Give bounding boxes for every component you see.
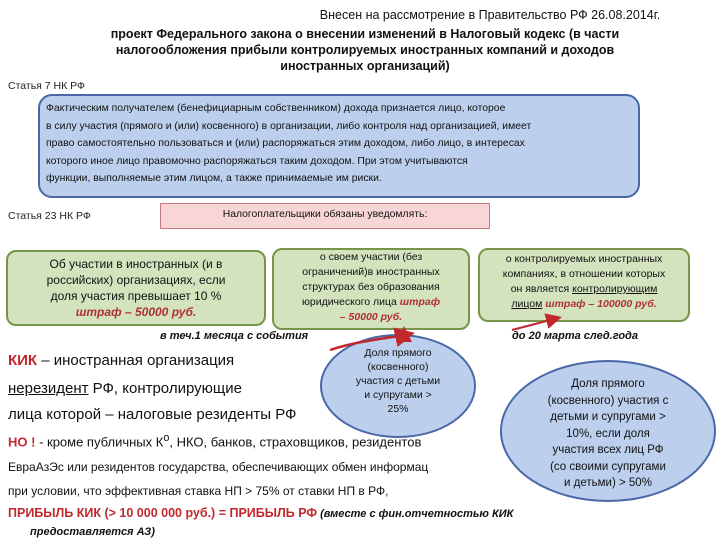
fine-label: штраф – 100000 руб. — [545, 298, 657, 310]
cfc-exception-line: ЕвраАзЭс или резидентов государства, обеспечивающих обмен информац — [8, 460, 429, 474]
box-line — [484, 297, 684, 312]
box-line: Об участии в иностранных (и в — [49, 257, 223, 271]
nonresident-term: нерезидент — [8, 380, 89, 397]
cfc-text: – иностранная организация — [37, 352, 235, 369]
cfc-definition-line — [8, 380, 242, 397]
ellipse-line: (косвенного) участия с — [547, 394, 669, 407]
degree-superscript: о — [163, 432, 170, 444]
underlined-term: контролирующим — [572, 283, 658, 295]
box-line: о контролируемых иностранных — [505, 253, 663, 265]
definition-line: функции, выполняемые этим лицом, а также принимаемые им риски. — [46, 173, 382, 184]
ellipse-line: 25% — [387, 403, 409, 415]
ellipse-line: и супругами > — [364, 389, 432, 401]
cfc-definition-line: лица которой – налоговые резиденты РФ — [8, 406, 297, 423]
bill-title-line: налогообложения прибыли контролируемых иностранных компаний и доходов — [115, 43, 615, 57]
bill-title — [60, 26, 670, 74]
box-line: российских) организациях, если — [46, 273, 226, 287]
ellipse-line: Доля прямого — [364, 347, 432, 359]
ellipse-line: детьми и супругами > — [550, 411, 666, 423]
box-line — [278, 295, 464, 310]
box-line-text: юридического лица — [301, 296, 400, 308]
ellipse-line: и детьми) > 50% — [564, 477, 652, 489]
bill-title-line: проект Федерального закона о внесении изменений в Налоговый кодекс (в части — [110, 27, 620, 41]
ellipse-line: 10%, если доля — [566, 427, 650, 440]
cfc-text: , НКО, банков, страховщиков, резидентов — [169, 434, 422, 450]
bill-title-line: иностранных организаций) — [280, 59, 450, 73]
fine-amount: – 50000 руб. — [339, 311, 403, 323]
box-line — [484, 282, 684, 297]
exception-label: НО ! — [8, 434, 36, 450]
march-20-deadline: до 20 марта след.года — [512, 330, 638, 342]
ellipse-line: участия всех лиц РФ — [552, 444, 664, 456]
box-line: ограничений)в иностранных — [302, 266, 440, 278]
profit-rule-line — [8, 506, 513, 520]
own-participation-notice-box — [272, 248, 470, 330]
box-line-text: он является — [510, 283, 573, 295]
box-line: компаниях, в отношении которых — [502, 268, 666, 280]
share-25-percent-ellipse — [320, 334, 476, 438]
cfc-text: РФ, контролирующие — [88, 380, 242, 397]
cfc-definition-line — [8, 352, 234, 369]
profit-note: (вместе с фин.отчетностью КИК — [317, 508, 514, 520]
fine-label: штраф — [399, 296, 441, 308]
profit-note-line: предоставляется АЗ) — [30, 526, 155, 538]
ellipse-line: участия с детьми — [355, 375, 441, 387]
ellipse-line: Доля прямого — [571, 378, 645, 390]
ellipse-line: (косвенного) — [367, 361, 429, 373]
definition-line: Фактическим получателем (бенефициарным собственником) дохода признается лицо, которое — [46, 103, 506, 114]
cfc-text: - кроме публичных К — [35, 434, 164, 450]
beneficiary-definition-box — [38, 94, 640, 198]
controlled-companies-notice-box — [478, 248, 690, 322]
participation-notice-box — [6, 250, 266, 326]
one-month-deadline: в теч.1 месяца с события — [160, 330, 309, 342]
box-line: о своем участии (без — [319, 251, 423, 263]
definition-line: право самостоятельно пользоваться и (или) распоряжаться этим доходом, либо лицо, в интересах — [46, 138, 525, 149]
fine-label: штраф – 50000 руб. — [75, 305, 197, 319]
box-line: доля участия превышает 10 % — [50, 289, 222, 303]
cfc-exception-line — [8, 432, 421, 449]
article-23-label: Статья 23 НК РФ — [8, 210, 91, 222]
submission-date-line: Внесен на рассмотрение в Правительство РФ 26.08.2014г. — [319, 8, 661, 22]
cfc-condition-line: при условии, что эффективная ставка НП > 75% от ставки НП в РФ, — [8, 484, 389, 498]
profit-rule: ПРИБЫЛЬ КИК (> 10 000 000 руб.) = ПРИБЫЛЬ РФ — [8, 506, 318, 520]
ellipse-line: (со своими супругами — [550, 460, 666, 473]
box-line: структурах без образования — [302, 281, 440, 293]
underlined-term: лицом — [511, 298, 543, 310]
notification-duty-box: Налогоплательщики обязаны уведомлять: — [160, 203, 490, 229]
article-7-label: Статья 7 НК РФ — [8, 80, 86, 92]
cfc-term: КИК — [8, 352, 38, 369]
definition-line: которого иное лицо правомочно распоряжаться таким доходом. При этом учитываются — [46, 155, 468, 167]
share-10-percent-ellipse — [500, 360, 716, 502]
definition-line: в силу участия (прямого и (или) косвенного) в организации, либо контроля над организацией, имеет — [46, 120, 532, 132]
